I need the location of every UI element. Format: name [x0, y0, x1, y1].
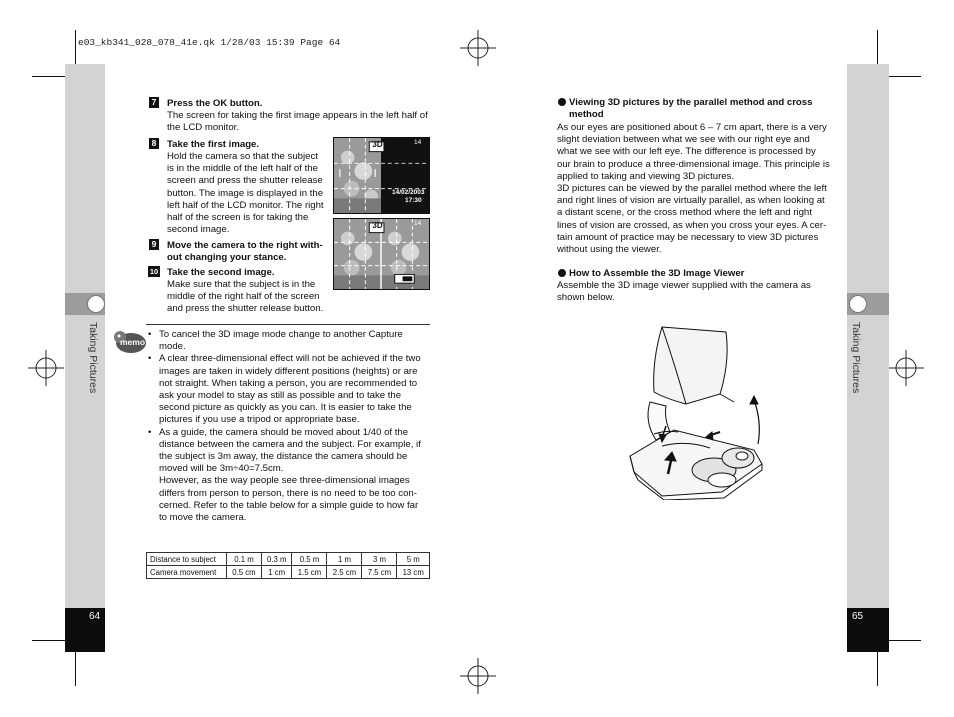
memo-label: memo: [120, 337, 146, 347]
text-line: • To cancel the 3D image mode change to another Capture: [159, 329, 403, 340]
text-line: Make sure that the subject is in the: [167, 279, 316, 290]
table-cell: 3 m: [362, 553, 397, 566]
step-body: The screen for taking the first image appears in the left half of the LCD monitor.: [167, 110, 428, 134]
memo-divider: [146, 324, 430, 325]
text-line: As our eyes are positioned about 6 – 7 cm apart, there is a very: [557, 122, 827, 133]
left-side-label: Taking Pictures: [87, 322, 99, 394]
section-bullet-icon: [558, 269, 566, 277]
text-line: slight deviation between what we see with our right eye and: [557, 134, 810, 146]
list-item: [147, 427, 437, 525]
table-cell: 1 m: [327, 553, 362, 566]
text-line: shown below.: [557, 292, 615, 304]
text-line: mode.: [159, 341, 186, 353]
crop-mark: [888, 76, 921, 77]
right-side-label: Taking Pictures: [850, 322, 862, 394]
camera-movement-table: [146, 552, 430, 579]
lcd-mode-label: 3D: [372, 140, 383, 149]
step-title: Press the OK button.: [167, 98, 263, 109]
step-number: 8: [149, 138, 159, 149]
registration-mark-bottom: [460, 658, 496, 694]
step-title: [167, 240, 323, 264]
text-line: 3D pictures can be viewed by the parallel method where the left: [557, 183, 827, 195]
lcd-date: 14/02/2003: [392, 189, 425, 196]
text-line: distance between the camera and the subject. For example, if: [159, 438, 421, 450]
crop-mark: [877, 652, 878, 686]
table-cell: 0.3 m: [261, 553, 292, 566]
text-line: button. The image is displayed in the: [167, 187, 324, 199]
text-line: second picture as quickly as you can. It is easier to take the: [159, 402, 412, 414]
right-page-number: 65: [852, 611, 864, 622]
left-side-tab: [65, 64, 105, 608]
text-line: the subject is 3m away, the distance the camera should be: [159, 451, 408, 463]
text-line: Assemble the 3D image viewer supplied with the camera as: [557, 280, 811, 291]
text-line: differs from person to person, there is no need to be too con-: [159, 487, 417, 499]
text-line: method: [569, 109, 604, 121]
viewer-assembly-illustration: [626, 322, 772, 500]
text-line: our brain to produce a three-dimensional image. This principle is: [557, 158, 830, 170]
step-number: 9: [149, 239, 159, 250]
text-line: Move the camera to the right with-: [167, 240, 323, 251]
text-line: Hold the camera so that the subject: [167, 151, 318, 162]
text-line: second image.: [167, 224, 230, 236]
section-body: [557, 122, 830, 256]
list-item: [147, 329, 437, 353]
table-row-header: Distance to subject: [147, 553, 227, 566]
text-line: and press the shutter release button.: [167, 303, 324, 315]
list-item: [147, 353, 437, 426]
table-cell: 0.5 m: [292, 553, 327, 566]
step-number: 10: [149, 267, 159, 276]
registration-mark-top: [460, 30, 496, 66]
crop-mark: [877, 30, 878, 64]
text-line: half of the screen is for taking the: [167, 212, 309, 224]
section-bullet-icon: [558, 98, 566, 106]
lcd-time: 17:30: [405, 197, 422, 204]
table-row: [147, 553, 430, 566]
crop-mark: [32, 640, 65, 641]
text-line: moved will be 3m÷40=7.5cm.: [159, 463, 284, 475]
step-body: [167, 279, 323, 316]
text-line: without using the viewer.: [557, 244, 662, 256]
step-title: Take the first image.: [167, 139, 260, 150]
lcd-shot-count: 14: [414, 139, 422, 146]
text-line: what we see with our left eye. The difference is processed by: [557, 146, 816, 158]
table-cell: 0.1 m: [227, 553, 262, 566]
text-line: • A clear three-dimensional effect will not be achieved if the two: [159, 353, 421, 365]
crop-mark: [75, 652, 76, 686]
left-tab-circle-icon: [87, 295, 105, 313]
step-title: Take the second image.: [167, 267, 275, 278]
text-line: applied to taking and viewing 3D pictures.: [557, 170, 735, 182]
crop-mark: [32, 76, 65, 77]
text-line: middle of the right half of the screen: [167, 291, 320, 303]
registration-mark-left: [28, 350, 64, 386]
text-line: is in the middle of the left half of the: [167, 163, 318, 175]
text-line: and right lines of vision are virtually parallel, as when looking at: [557, 195, 825, 207]
section-heading: How to Assemble the 3D Image Viewer: [569, 268, 745, 279]
lcd-mode-label: 3D: [372, 221, 383, 230]
text-line: lines of vision are crossed, as when you cross your eyes. A cer-: [557, 219, 827, 231]
text-line: not straight. When taking a person, you are recommended to: [159, 377, 418, 389]
text-line: left half of the LCD monitor. The right: [167, 199, 324, 211]
memo-notes-list: [147, 329, 437, 524]
table-cell: 5 m: [397, 553, 430, 566]
text-line: However, as the way people see three-dimensional images: [159, 475, 410, 487]
registration-mark-right: [888, 350, 924, 386]
table-cell: 0.5 cm: [227, 566, 262, 579]
left-page-number: 64: [89, 611, 101, 622]
text-line: tain amount of practice may be necessary to view 3D pictures: [557, 231, 819, 243]
right-tab-circle-icon: [849, 295, 867, 313]
text-line: Viewing 3D pictures by the parallel method and cross: [569, 97, 813, 108]
text-line: ask your model to stay as still as possible and to take the: [159, 390, 402, 402]
lcd-shot-count: 14: [414, 220, 422, 227]
text-line: screen and press the shutter release: [167, 175, 323, 187]
table-cell: 13 cm: [397, 566, 430, 579]
text-line: to move the camera.: [159, 512, 247, 524]
step-number: 7: [149, 97, 159, 108]
section-heading: [569, 97, 812, 121]
text-line: a distant scene, or the cross method where the left and right: [557, 207, 812, 219]
table-cell: 2.5 cm: [327, 566, 362, 579]
text-line: cerned. Refer to the table below for a simple guide to how far: [159, 499, 419, 511]
text-line: out changing your stance.: [167, 252, 287, 264]
table-cell: 7.5 cm: [362, 566, 397, 579]
print-slug: e03_kb341_028_078_41e.qk 1/28/03 15:39 Page 64: [78, 37, 341, 48]
crop-mark: [75, 30, 76, 64]
text-line: images are taken in widely different positions (heights) or are: [159, 365, 418, 377]
table-cell: 1.5 cm: [292, 566, 327, 579]
table-row-header: Camera movement: [147, 566, 227, 579]
section-body: [557, 280, 811, 304]
step-body: [167, 151, 324, 236]
table-cell: 1 cm: [261, 566, 292, 579]
crop-mark: [888, 640, 921, 641]
text-line: pictures if you use a tripod or appropriate base.: [159, 414, 360, 426]
text-line: • As a guide, the camera should be moved about 1/40 of the: [159, 426, 409, 438]
table-row: [147, 566, 430, 579]
